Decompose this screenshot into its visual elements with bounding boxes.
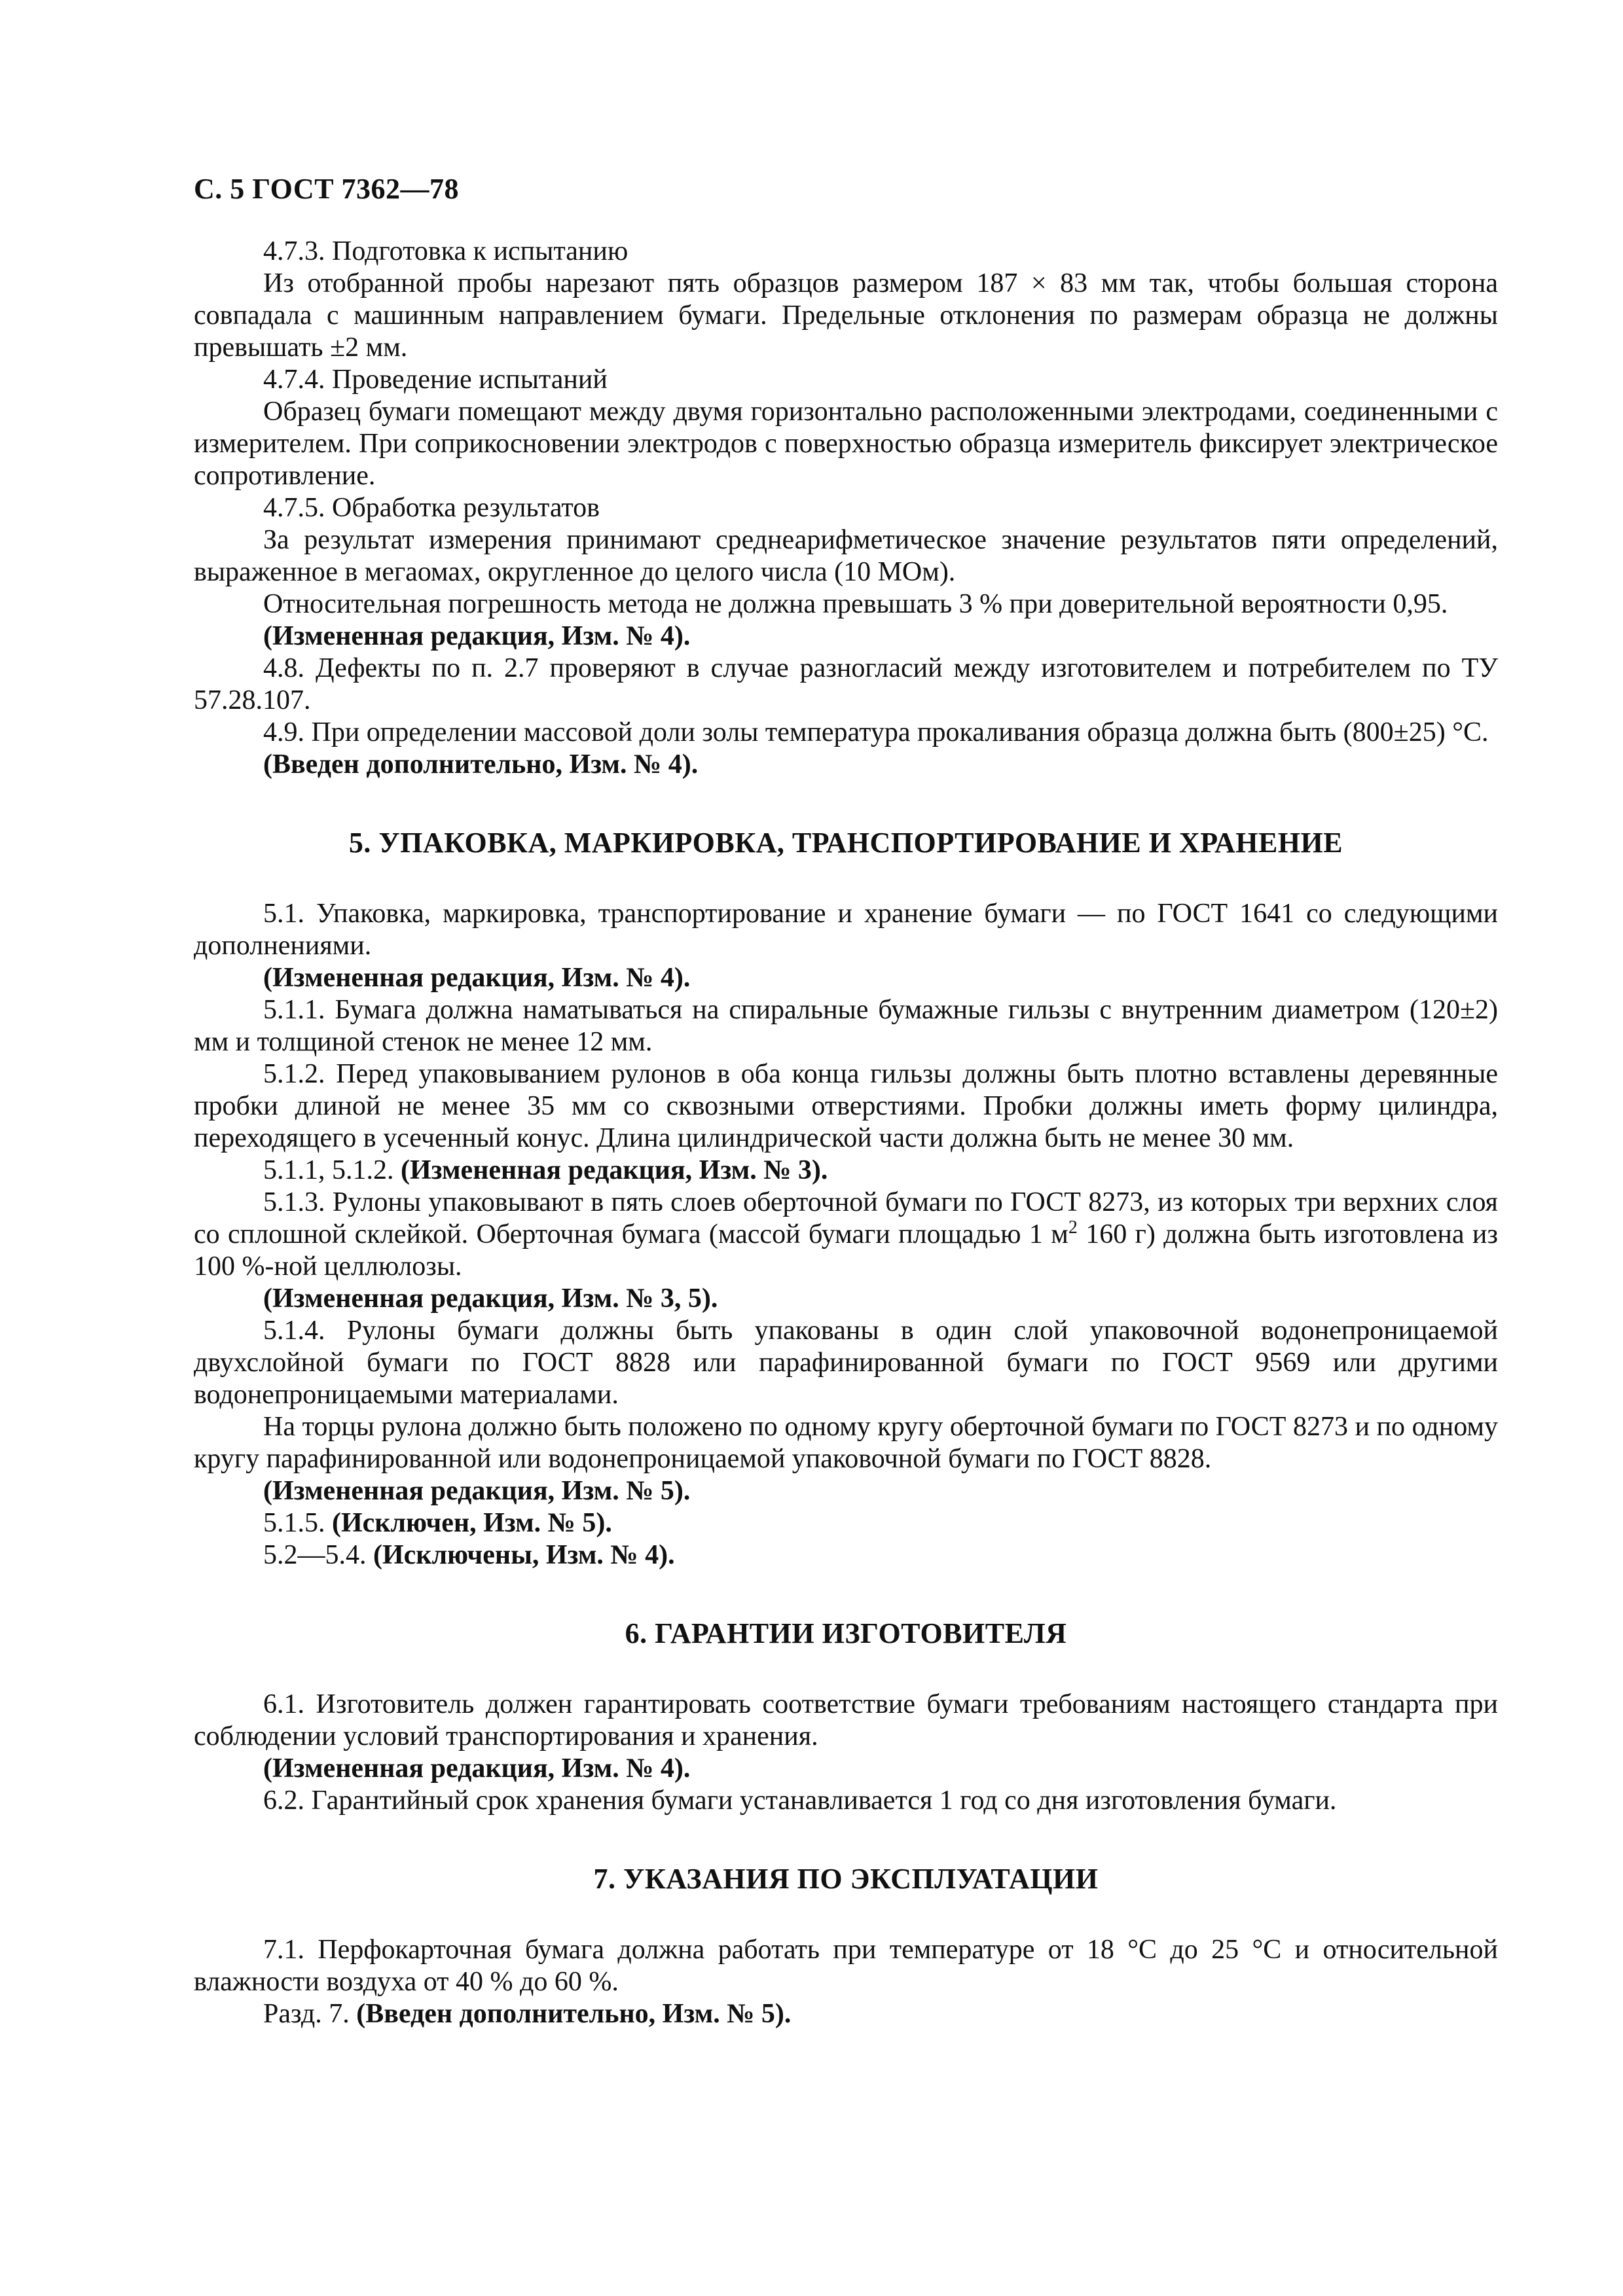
paragraph: Из отобранной пробы нарезают пять образцов размером 187 × 83 мм так, чтобы большая сторона совпадала с машинным направлением бумаги. Предельные отклонения по размерам образца не должны превышать ±2 мм.: [194, 268, 1498, 363]
amendment-line: [194, 1507, 1498, 1539]
paragraph: Образец бумаги помещают между двумя горизонтально расположенными электродами, соединенными с измерителем. При соприкосновении электродов с поверхностью образца измеритель фиксирует электрическое сопротивление.: [194, 397, 1498, 491]
subclause-heading: 4.7.3. Подготовка к испытанию: [263, 236, 629, 266]
amendment-note: (Измененная редакция, Изм. № 4).: [263, 621, 691, 651]
section-title-5: 5. УПАКОВКА, МАРКИРОВКА, ТРАНСПОРТИРОВАНИЕ И ХРАНЕНИЕ: [348, 827, 1343, 859]
superscript: 2: [1068, 1217, 1078, 1238]
amendment-note: (Измененная редакция, Изм. № 3, 5).: [263, 1283, 718, 1314]
clause-reference: Разд. 7.: [263, 1999, 350, 2029]
paragraph: 5.1. Упаковка, маркировка, транспортирование и хранение бумаги — по ГОСТ 1641 со следующими дополнениями.: [194, 899, 1498, 961]
clause-reference: 5.1.5.: [263, 1508, 325, 1538]
section-title-7: 7. УКАЗАНИЯ ПО ЭКСПЛУАТАЦИИ: [593, 1863, 1099, 1895]
amendment-line: [194, 1539, 1498, 1571]
paragraph: 6.1. Изготовитель должен гарантировать соответствие бумаги требованиям настоящего стандарта при соблюдении условий транспортирования и хранения.: [194, 1689, 1498, 1751]
paragraph: 6.2. Гарантийный срок хранения бумаги устанавливается 1 год со дня изготовления бумаги.: [263, 1785, 1337, 1816]
paragraph-text: 5.1.3. Рулоны упаковывают в пять слоев оберточной бумаги по ГОСТ 8273, из которых три верхних слоя со сплошной склейкой. Оберточная бумага (массой бумаги площадью 1 м: [194, 1187, 1498, 1249]
paragraph: 5.1.1. Бумага должна наматываться на спиральные бумажные гильзы с внутренним диаметром (120±2) мм и толщиной стенок не менее 12 мм.: [194, 995, 1498, 1057]
amendment-note: (Измененная редакция, Изм. № 3).: [401, 1155, 828, 1185]
paragraph: 4.8. Дефекты по п. 2.7 проверяют в случае разногласий между изготовителем и потребителем по ТУ 57.28.107.: [194, 653, 1498, 715]
paragraph: 5.1.4. Рулоны бумаги должны быть упакованы в один слой упаковочной водонепроницаемой двухслойной бумаги по ГОСТ 8828 или парафинированной бумаги по ГОСТ 9569 или другими водонепроницаемыми материалами.: [194, 1316, 1498, 1410]
paragraph: 4.9. При определении массовой доли золы температура прокаливания образца должна быть (800±25) °С.: [263, 717, 1489, 747]
subclause-heading: 4.7.4. Проведение испытаний: [263, 365, 608, 395]
amendment-note: (Введен дополнительно, Изм. № 4).: [263, 749, 699, 780]
amendment-note: (Измененная редакция, Изм. № 5).: [263, 1476, 691, 1506]
clause-reference: 5.1.1, 5.1.2.: [263, 1155, 394, 1185]
amendment-note: (Введен дополнительно, Изм. № 5).: [356, 1999, 792, 2029]
paragraph: За результат измерения принимают среднеарифметическое значение результатов пяти определений, выраженное в мегаомах, округленное до целого числа (10 МОм).: [194, 525, 1498, 587]
page-header: С. 5 ГОСТ 7362—78: [194, 173, 460, 205]
amendment-line: [194, 1998, 1498, 2030]
paragraph: 5.1.2. Перед упаковыванием рулонов в оба конца гильзы должны быть плотно вставлены деревянные пробки длиной не менее 35 мм со сквозными отверстиями. Пробки должны иметь форму цилиндра, переходящего в усеченный конус. Длина цилиндрической части должна быть не менее 30 мм.: [194, 1059, 1498, 1153]
paragraph: [194, 1187, 1498, 1283]
paragraph: На торцы рулона должно быть положено по одному кругу оберточной бумаги по ГОСТ 8273 и по одному кругу парафинированной или водонепроницаемой упаковочной бумаги по ГОСТ 8828.: [194, 1412, 1498, 1474]
clause-reference: 5.2—5.4.: [263, 1540, 367, 1570]
amendment-line: [194, 1155, 1498, 1187]
paragraph: 7.1. Перфокарточная бумага должна работать при температуре от 18 °С до 25 °С и относительной влажности воздуха от 40 % до 60 %.: [194, 1935, 1498, 1997]
document-body: [194, 236, 1498, 2030]
amendment-note: (Исключены, Изм. № 4).: [373, 1540, 675, 1570]
amendment-note: (Измененная редакция, Изм. № 4).: [263, 963, 691, 993]
section-title-6: 6. ГАРАНТИИ ИЗГОТОВИТЕЛЯ: [625, 1617, 1067, 1649]
amendment-note: (Исключен, Изм. № 5).: [332, 1508, 612, 1538]
paragraph: Относительная погрешность метода не должна превышать 3 % при доверительной вероятности 0,95.: [263, 589, 1448, 619]
paragraph-text: 160 г) должна быть изготовлена из 100 %-ной целлюлозы.: [194, 1219, 1499, 1282]
amendment-note: (Измененная редакция, Изм. № 4).: [263, 1753, 691, 1784]
subclause-heading: 4.7.5. Обработка результатов: [263, 493, 600, 523]
